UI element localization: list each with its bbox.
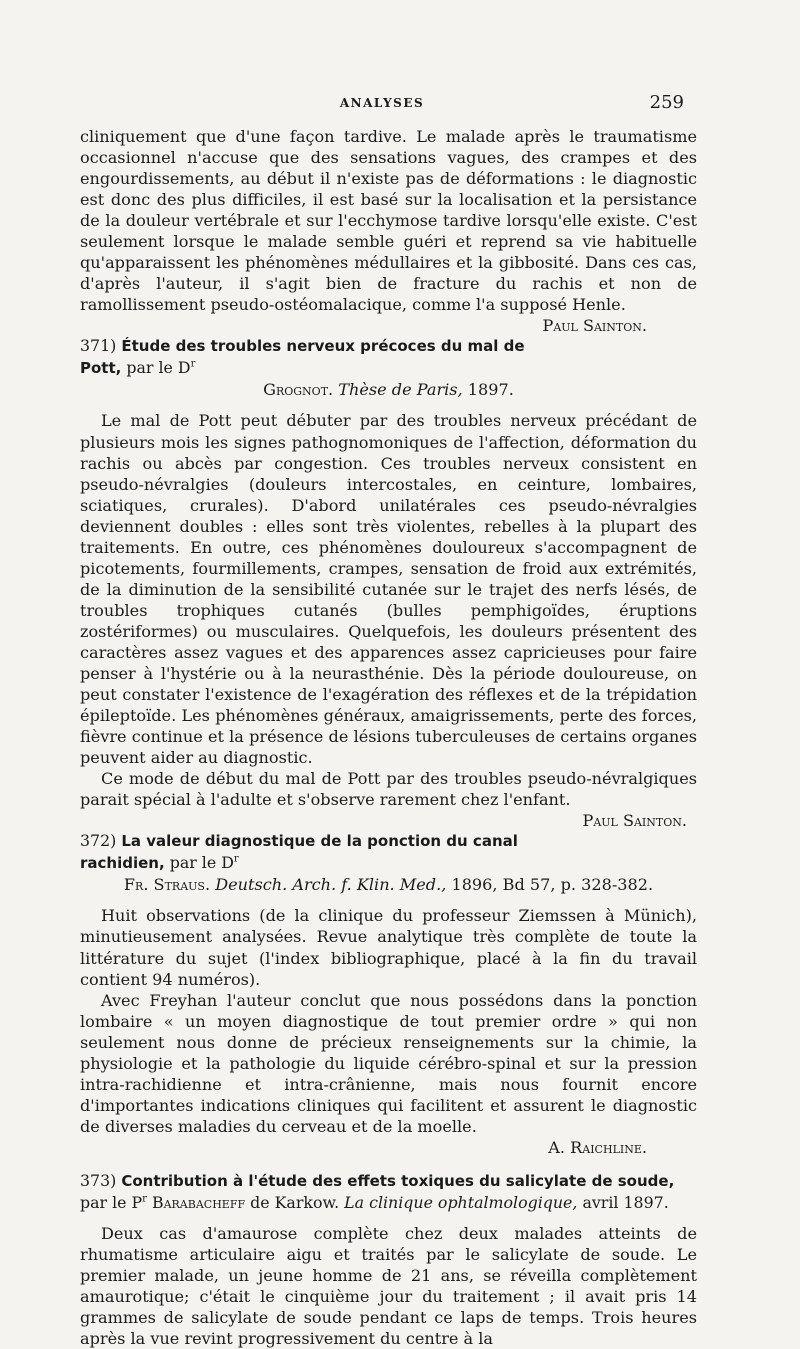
article-heading	[80, 1170, 697, 1213]
running-head: ANALYSES	[339, 96, 425, 110]
article-author: Barabacheff	[151, 1192, 246, 1212]
article-by: par le D	[169, 853, 234, 873]
article-373	[80, 1170, 697, 1349]
article-by-sup: r	[142, 1193, 147, 1205]
paragraph: Huit observations (de la clinique du professeur Ziemssen à Münich), minutieusement analysées. Revue analytique très complète de toute la littérature du sujet (l'index bibliographique, placé à la fin du travail contient 94 numéros).	[80, 906, 697, 989]
intro-paragraph	[80, 126, 697, 336]
paragraph: Le mal de Pott peut débuter par des troubles nerveux précédant de plusieurs mois les signes pathognomoniques de l'affection, déformation du rachis ou abcès par congestion. Ces troubles nerveux consistent en pseudo-névralgies (douleurs intercostales, en ceinture, lombaires, sciatiques, crurales). D'abord unilatérales ces pseudo-névralgies deviennent doubles : elles sont très violentes, rebelles à la plupart des traitements. En outre, ces phénomènes douloureux s'accompagnent de picotements, fourmillements, crampes, sensation de froid aux extrémités, de la diminution de la sensibilité cutanée sur le trajet des nerfs lésés, de troubles trophiques cutanés (bulles pemphigoïdes, éruptions zostériformes) ou musculaires. Quelquefois, les douleurs présentent des caractères assez vagues et des apparences assez capricieuses pour faire penser à l'hystérie ou à la neurasthénie. Dès la période douloureuse, on peut constater l'existence de l'exagération des réflexes et de la trépidation épileptoïde. Les phénomènes généraux, amaigrissements, perte des forces, fièvre continue et la présence de lésions tuberculeuses de certains organes peuvent aider au diagnostic.	[80, 411, 697, 768]
article-by: par le D	[126, 358, 191, 378]
paragraph: Avec Freyhan l'auteur conclut que nous possédons dans la ponction lombaire « un moyen diagnostique de tout premier ordre » qui non seulement nous donne de précieux renseignements sur la chimie, la physiologie et la pathologie du liquide cérébro-spinal et sur la pression intra-rachidienne et intra-crânienne, mais nous fournit encore d'importantes indications cliniques qui facilitent et assurent le diagnostic de diverses maladies du cerveau et de la moelle.	[80, 990, 697, 1136]
paragraph: Deux cas d'amaurose complète chez deux malades atteints de rhumatisme articulaire aigu et traités par le salicylate de soude. Le premier malade, un jeune homme de 21 ans, se réveilla complètement amaurotique; c'était le cinquième jour du traitement ; il avait pris 14 grammes de salicylate de soude pendant ce laps de temps. Trois heures après la vue revint progressivement du centre à la	[80, 1223, 697, 1349]
signature: Paul Sainton.	[542, 316, 647, 336]
article-number: 373)	[80, 1170, 117, 1190]
source-details: 1897.	[467, 380, 514, 400]
paragraph-text: Ce mode de début du mal de Pott par des troubles pseudo-névralgiques parait spécial à l'adulte et s'observe rarement chez l'enfant.	[80, 769, 697, 810]
article-by-sup: r	[190, 359, 196, 371]
source-details: 1896, Bd 57, p. 328-382.	[451, 875, 654, 895]
spacer	[80, 1213, 697, 1223]
article-371	[80, 335, 697, 831]
journal: Deutsch. Arch. f. Klin. Med.,	[215, 875, 447, 895]
signature: A. Raichline.	[548, 1137, 647, 1157]
journal: La clinique ophtalmologique,	[344, 1192, 578, 1212]
signature: Paul Sainton.	[582, 811, 687, 831]
article-372	[80, 830, 697, 1158]
article-heading	[80, 335, 697, 379]
page-number: 259	[649, 92, 684, 113]
source-prefix: de Karkow.	[250, 1192, 340, 1212]
article-heading	[80, 830, 697, 874]
article-title: Étude des troubles nerveux précoces du mal de Pott,	[80, 337, 525, 378]
article-by-sup: r	[233, 854, 239, 866]
article-source	[80, 874, 697, 895]
article-author: Fr. Straus.	[123, 875, 211, 895]
paragraph	[80, 768, 697, 831]
article-source	[80, 379, 697, 400]
article-author: Grognot.	[263, 380, 334, 400]
intro-text: cliniquement que d'une façon tardive. Le malade après le traumatisme occasionnel n'accuse que des sensations vagues, des crampes et des engourdissements, au début il n'existe pas de déformations : le diagnostic est donc des plus difficiles, il est basé sur la localisation et la persistance de la douleur vertébrale et sur l'ecchymose tardive lorsqu'elle existe. C'est seulement lorsque le malade semble guéri et reprend sa vie habituelle qu'apparaissent les phénomènes médullaires et la gibbosité. Dans ces cas, d'après l'auteur, il s'agit bien de fracture du rachis et non de ramollissement pseudo-ostéomalacique, comme l'a supposé Henle.	[80, 127, 697, 315]
article-number: 372)	[80, 831, 117, 851]
article-number: 371)	[80, 336, 117, 356]
article-title: La valeur diagnostique de la ponction du canal rachidien,	[80, 832, 518, 873]
page-body	[80, 126, 697, 1349]
article-title: Contribution à l'étude des effets toxiques du salicylate de soude,	[121, 1171, 675, 1190]
journal: Thèse de Paris,	[338, 380, 463, 400]
article-by: par le P	[80, 1192, 143, 1212]
page-header	[80, 92, 684, 116]
source-details: avril 1897.	[582, 1192, 669, 1212]
